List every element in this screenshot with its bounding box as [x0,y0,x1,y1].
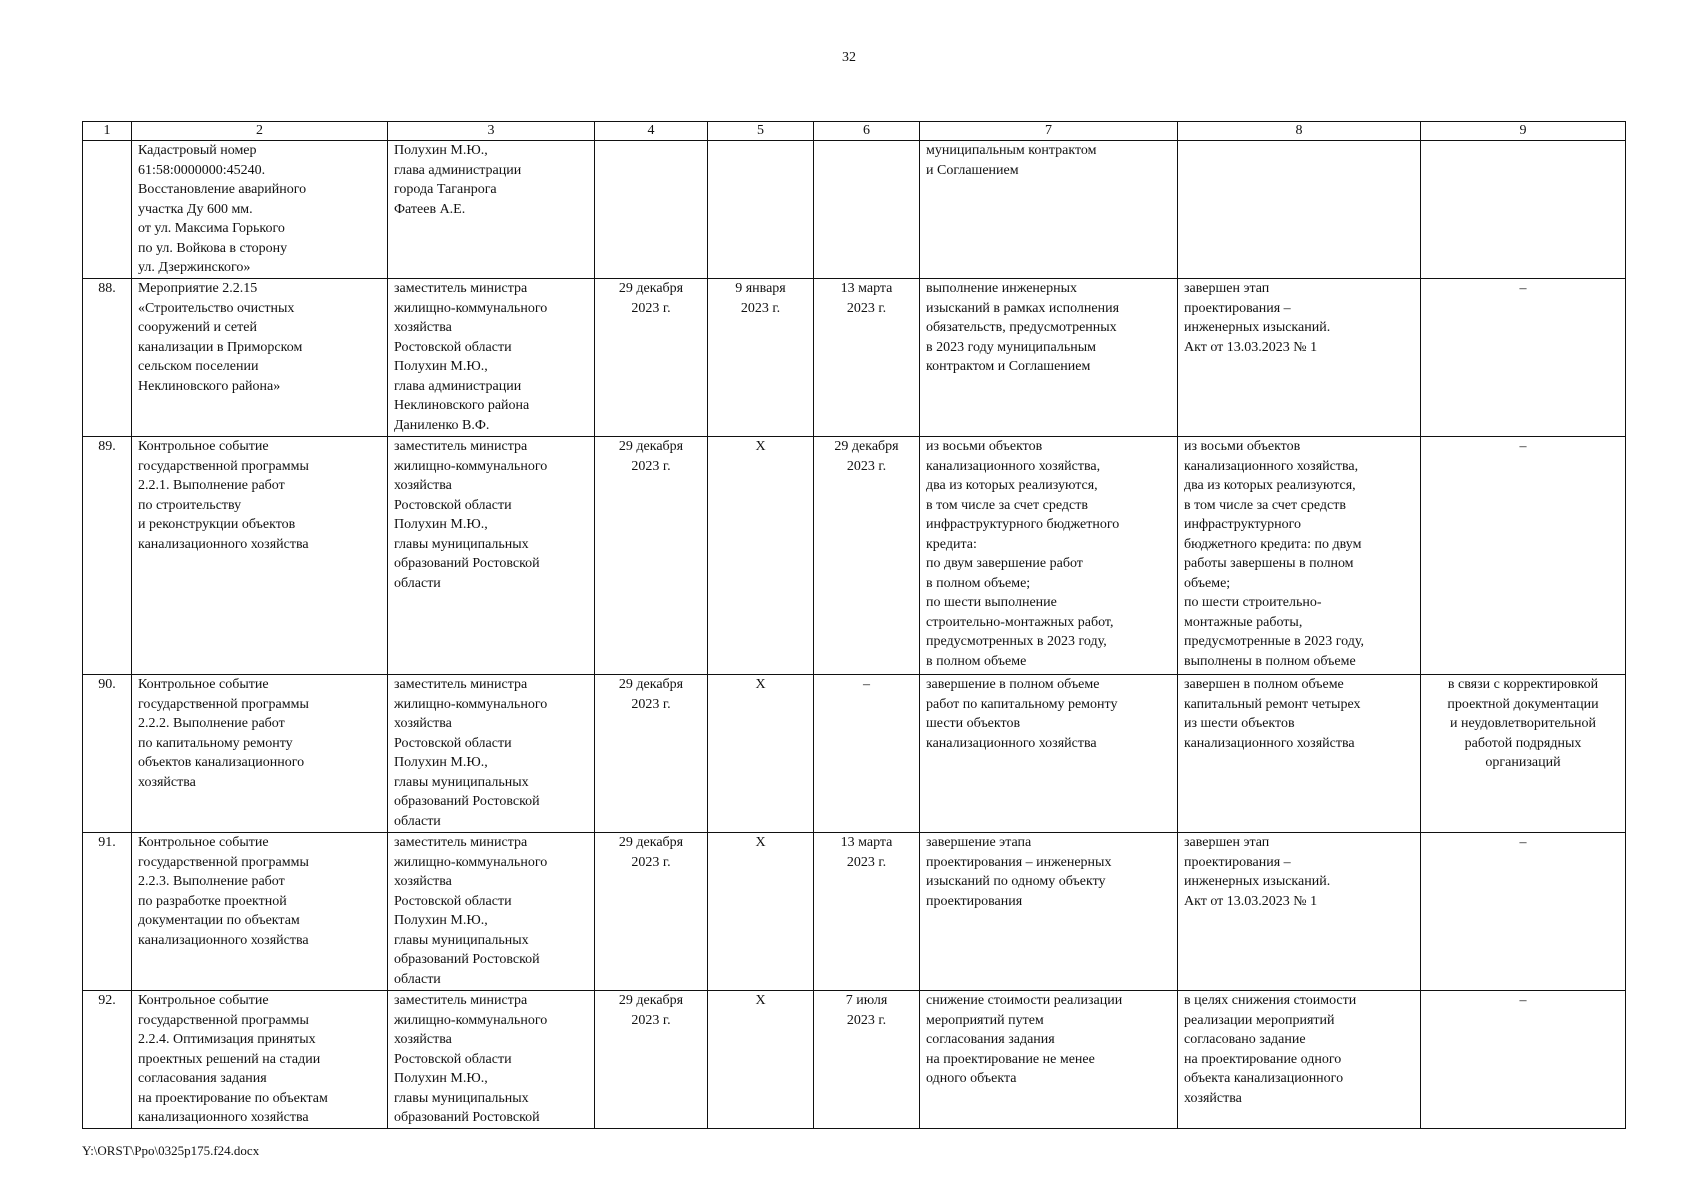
column-header: 5 [708,122,814,141]
actual-result-cell: из восьми объектов канализационного хозяйства, два из которых реализуются, в том числе за счет средств инфраструктурного бюджетного кредита: по двум работы завершены в полном объеме; по шести строительно- монтажные работы, предусмотренные в 2023 году, выполнены в полном объеме [1178,437,1421,675]
expected-result-cell: завершение этапа проектирования – инженерных изысканий по одному объекту проектирования [920,833,1178,991]
responsible-cell: заместитель министра жилищно-коммунального хозяйства Ростовской области Полухин М.Ю., главы муниципальных образований Ростовской области [388,833,595,991]
row-number-cell: 89. [83,437,132,675]
responsible-cell: заместитель министра жилищно-коммунального хозяйства Ростовской области Полухин М.Ю., главы муниципальных образований Ростовской области [388,675,595,833]
problems-cell: – [1421,833,1626,991]
row-number-cell: 90. [83,675,132,833]
fact-date-cell [814,141,920,279]
fact-date-cell: 29 декабря 2023 г. [814,437,920,675]
actual-result-cell: завершен этап проектирования – инженерных изысканий. Акт от 13.03.2023 № 1 [1178,279,1421,437]
fact-date-cell: 13 марта 2023 г. [814,833,920,991]
responsible-cell: Полухин М.Ю., глава администрации города Таганрога Фатеев А.Е. [388,141,595,279]
row-number-cell: 88. [83,279,132,437]
expected-result-cell: из восьми объектов канализационного хозяйства, два из которых реализуются, в том числе за счет средств инфраструктурного бюджетного кредита: по двум завершение работ в полном объеме; по шести выполнение строительно-монтажных работ, предусмотренных в 2023 году, в полном объеме [920,437,1178,675]
row-number-cell: 92. [83,991,132,1129]
actual-result-cell: в целях снижения стоимости реализации мероприятий согласовано задание на проектирование одного объекта канализационного хозяйства [1178,991,1421,1129]
event-name-cell: Мероприятие 2.2.15 «Строительство очистных сооружений и сетей канализации в Приморском сельском поселении Неклиновского района» [132,279,388,437]
start-date-cell: Х [708,833,814,991]
fact-date-cell: – [814,675,920,833]
expected-result-cell: выполнение инженерных изысканий в рамках исполнения обязательств, предусмотренных в 2023 году муниципальным контрактом и Соглашением [920,279,1178,437]
document-table [82,121,1626,1129]
start-date-cell: Х [708,991,814,1129]
actual-result-cell: завершен в полном объеме капитальный ремонт четырех из шести объектов канализационного хозяйства [1178,675,1421,833]
plan-date-cell: 29 декабря 2023 г. [595,675,708,833]
footer-file-path: Y:\ORST\Ppo\0325p175.f24.docx [82,1143,260,1158]
start-date-cell: Х [708,675,814,833]
expected-result-cell: завершение в полном объеме работ по капитальному ремонту шести объектов канализационного хозяйства [920,675,1178,833]
problems-cell: – [1421,991,1626,1129]
actual-result-cell [1178,141,1421,279]
plan-date-cell [595,141,708,279]
start-date-cell: 9 января 2023 г. [708,279,814,437]
table-row [83,279,1626,437]
table-row [83,141,1626,279]
problems-cell: в связи с корректировкой проектной документации и неудовлетворительной работой подрядных организаций [1421,675,1626,833]
problems-cell: – [1421,437,1626,675]
table-header-row [83,122,1626,141]
event-name-cell: Контрольное событие государственной программы 2.2.3. Выполнение работ по разработке проектной документации по объектам канализационного хозяйства [132,833,388,991]
column-header: 4 [595,122,708,141]
event-name-cell: Контрольное событие государственной программы 2.2.4. Оптимизация принятых проектных решений на стадии согласования задания на проектирование по объектам канализационного хозяйства [132,991,388,1129]
column-header: 7 [920,122,1178,141]
row-number-cell [83,141,132,279]
expected-result-cell: снижение стоимости реализации мероприятий путем согласования задания на проектирование не менее одного объекта [920,991,1178,1129]
row-number-cell: 91. [83,833,132,991]
start-date-cell [708,141,814,279]
table-row [83,675,1626,833]
event-name-cell: Кадастровый номер 61:58:0000000:45240. Восстановление аварийного участка Ду 600 мм. от ул. Максима Горького по ул. Войкова в сторону ул. Дзержинского» [132,141,388,279]
plan-date-cell: 29 декабря 2023 г. [595,833,708,991]
column-header: 1 [83,122,132,141]
column-header: 3 [388,122,595,141]
column-header: 6 [814,122,920,141]
column-header: 8 [1178,122,1421,141]
responsible-cell: заместитель министра жилищно-коммунального хозяйства Ростовской области Полухин М.Ю., главы муниципальных образований Ростовской [388,991,595,1129]
event-name-cell: Контрольное событие государственной программы 2.2.2. Выполнение работ по капитальному ремонту объектов канализационного хозяйства [132,675,388,833]
plan-date-cell: 29 декабря 2023 г. [595,991,708,1129]
page-number: 32 [842,50,856,65]
event-name-cell: Контрольное событие государственной программы 2.2.1. Выполнение работ по строительству и реконструкции объектов канализационного хозяйства [132,437,388,675]
problems-cell [1421,141,1626,279]
fact-date-cell: 13 марта 2023 г. [814,279,920,437]
expected-result-cell: муниципальным контрактом и Соглашением [920,141,1178,279]
table-row [83,833,1626,991]
column-header: 2 [132,122,388,141]
table-row [83,437,1626,675]
responsible-cell: заместитель министра жилищно-коммунального хозяйства Ростовской области Полухин М.Ю., главы муниципальных образований Ростовской области [388,437,595,675]
table-row [83,991,1626,1129]
start-date-cell: Х [708,437,814,675]
fact-date-cell: 7 июля 2023 г. [814,991,920,1129]
responsible-cell: заместитель министра жилищно-коммунального хозяйства Ростовской области Полухин М.Ю., глава администрации Неклиновского района Даниленко В.Ф. [388,279,595,437]
column-header: 9 [1421,122,1626,141]
actual-result-cell: завершен этап проектирования – инженерных изысканий. Акт от 13.03.2023 № 1 [1178,833,1421,991]
plan-date-cell: 29 декабря 2023 г. [595,437,708,675]
problems-cell: – [1421,279,1626,437]
plan-date-cell: 29 декабря 2023 г. [595,279,708,437]
